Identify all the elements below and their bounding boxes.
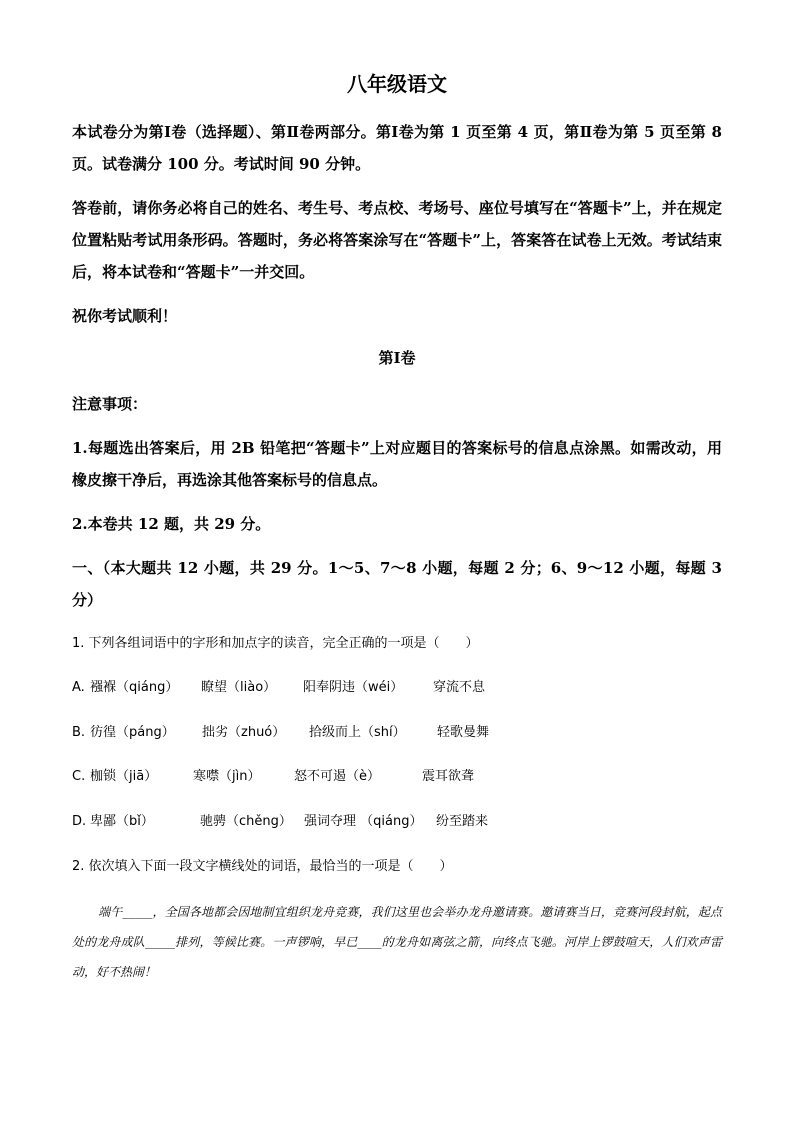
option-label: C. [72, 769, 86, 784]
option-item: 拾级而上（shí） [309, 725, 406, 740]
question-2-stem: 2. 依次填入下面一段文字横线处的词语，最恰当的一项是（ ） [72, 859, 453, 874]
option-item: 寒噤（jìn） [193, 769, 261, 784]
option-item: 襁褓（qiáng） [90, 680, 179, 695]
option-item: 震耳欲聋 [422, 769, 475, 784]
intro-paragraph: 本试卷分为第Ⅰ卷（选择题）、第Ⅱ卷两部分。第Ⅰ卷为第 1 页至第 4 页，第Ⅱ卷为第 5 页至第 8 页。试卷满分 100 分。考试时间 90 分钟。 [72, 123, 722, 173]
option-item: 阳奉阴违（wéi） [303, 680, 404, 695]
section-1-heading: 一、（本大题共 12 小题，共 29 分。1～5、7～8 小题，每题 2 分；6、9～12 小题，每题 3 分） [72, 559, 722, 609]
option-label: A. [72, 680, 85, 695]
option-item: 拙劣（zhuó） [202, 725, 286, 740]
attention-heading: 注意事项： [72, 395, 148, 413]
section-title: 第Ⅰ卷 [378, 349, 416, 367]
wish-text: 祝你考试顺利！ [72, 307, 178, 325]
question-2-passage [72, 897, 722, 987]
option-label: D. [72, 814, 87, 829]
notice-paragraph: 答卷前，请你务必将自己的姓名、考生号、考点校、考场号、座位号填写在“答题卡”上，并在规定位置粘贴考试用条形码。答题时，务必将答案涂写在“答题卡”上，答案答在试卷上无效。考试结束后，将本试卷和“答题卡”一并交回。 [72, 199, 722, 281]
option-item: 穿流不息 [433, 680, 486, 695]
option-item: 瞭望（liào） [201, 680, 277, 695]
rule-1: 1.每题选出答案后，用 2B 铅笔把“答题卡”上对应题目的答案标号的信息点涂黑。如需改动，用橡皮擦干净后，再选涂其他答案标号的信息点。 [72, 439, 722, 489]
option-item: 枷锁（jiā） [90, 769, 158, 784]
option-item: 纷至踏来 [436, 814, 489, 829]
option-item: 驰骋（chěng） [200, 814, 292, 829]
option-item: 轻歌曼舞 [437, 725, 490, 740]
option-label: B. [72, 725, 86, 740]
option-item: 怒不可遏（è） [294, 769, 380, 784]
passage-text: 端午_____，全国各地都会因地制宜组织龙舟竞赛，我们这里也会举办龙舟邀请赛。邀请赛当日，竞赛河段封航，起点处的龙舟成队_____排列，等候比赛。一声锣响，早已____的龙舟如离弦之箭，向终点飞驰。河岸上锣鼓喧天，人们欢声雷动，好不热闹！ [72, 905, 722, 979]
question-1-stem: 1. 下列各组词语中的字形和加点字的读音，完全正确的一项是（ ） [72, 636, 479, 651]
rule-2: 2.本卷共 12 题，共 29 分。 [72, 515, 271, 533]
option-item: 彷徨（páng） [90, 725, 175, 740]
option-item: 卑鄙（bǐ） [90, 814, 154, 829]
option-item: 强词夺理 （qiáng） [304, 814, 423, 829]
exam-title: 八年级语文 [347, 72, 447, 96]
